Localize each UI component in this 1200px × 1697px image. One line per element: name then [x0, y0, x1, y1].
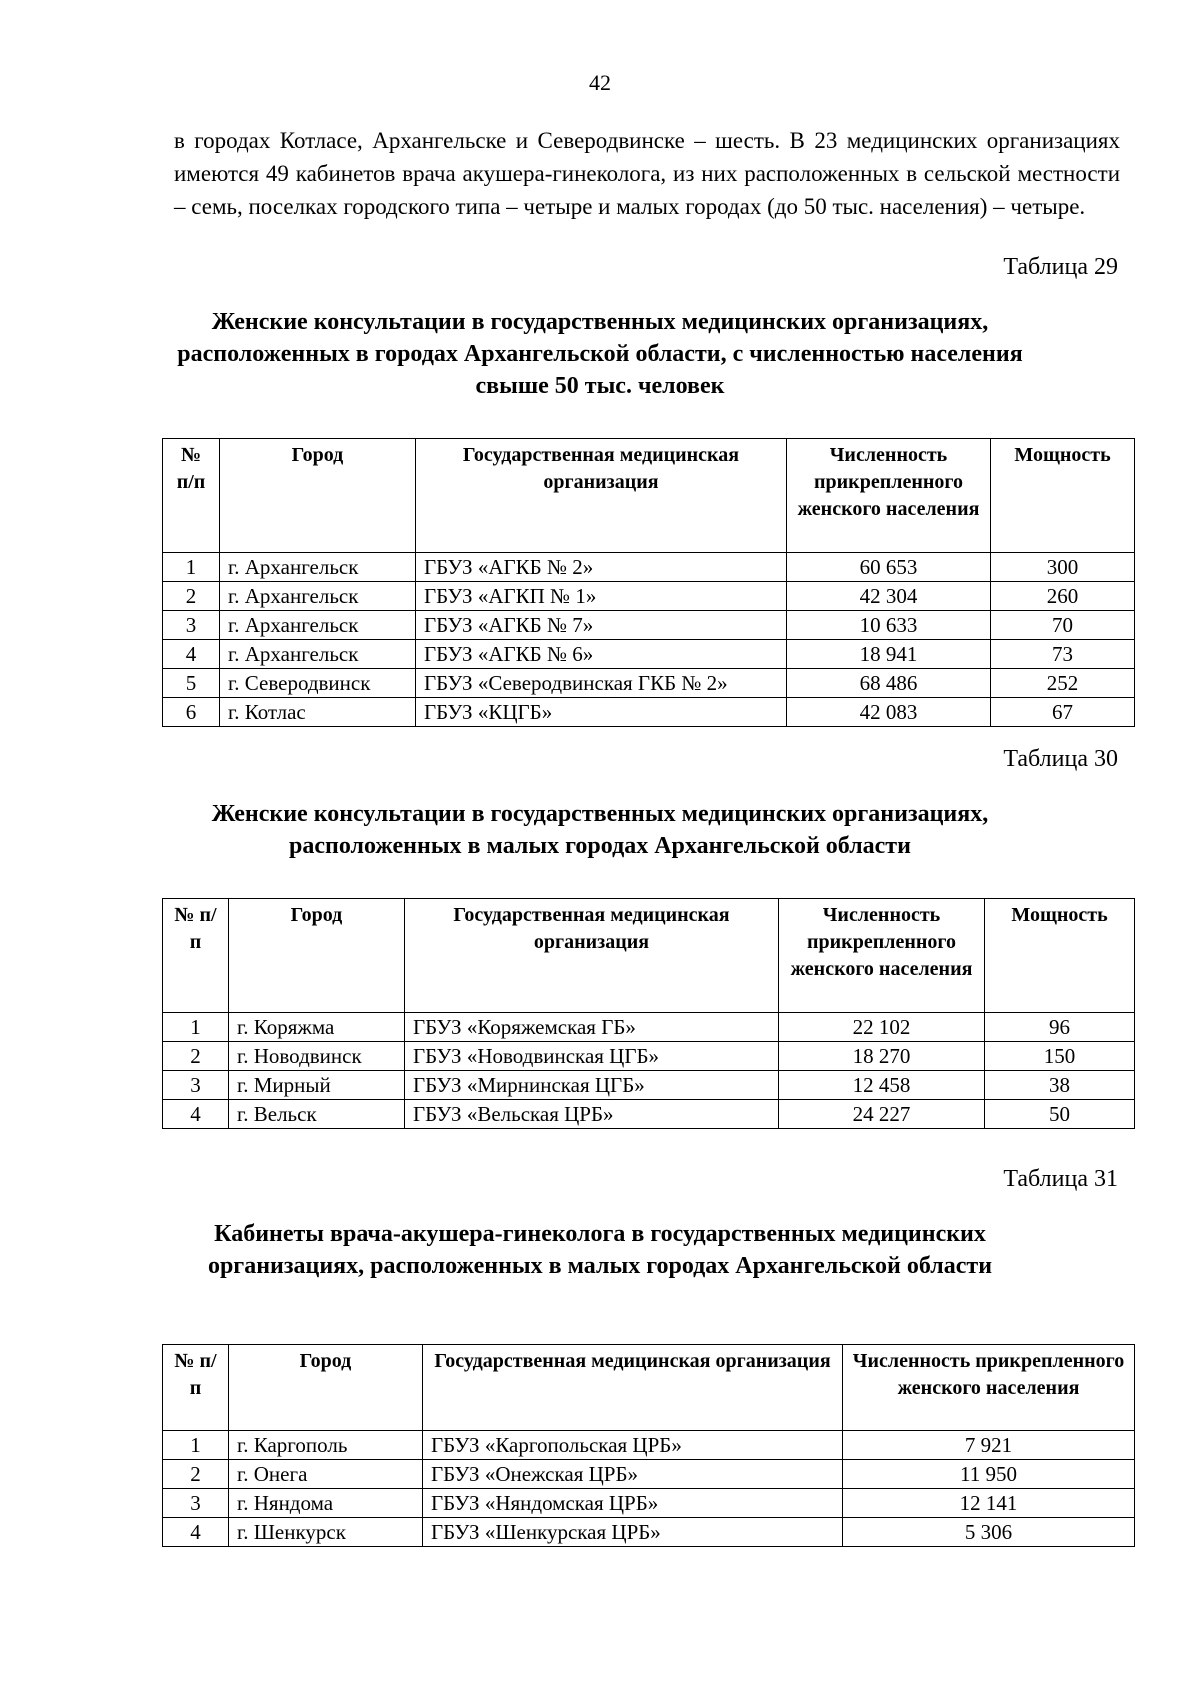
- table-row: [163, 1489, 1135, 1518]
- cell-capacity: 252: [991, 669, 1135, 698]
- cell-organization: ГБУЗ «АГКБ № 7»: [416, 611, 787, 640]
- table-29-label: Таблица 29: [1003, 254, 1118, 280]
- cell-capacity: 73: [991, 640, 1135, 669]
- cell-organization: ГБУЗ «Каргопольская ЦРБ»: [423, 1431, 843, 1460]
- intro-paragraph: в городах Котласе, Архангельске и Северодвинске – шесть. В 23 медицинских организациях имеются 49 кабинетов врача акушера-гинеколога, из них расположенных в сельской местности – семь, поселках городского типа – четыре и малых городах (до 50 тыс. населения) – четыре.: [174, 128, 1120, 219]
- cell-city: г. Каргополь: [229, 1431, 423, 1460]
- cell-population: 12 458: [779, 1071, 985, 1100]
- cell-capacity: 260: [991, 582, 1135, 611]
- cell-capacity: 67: [991, 698, 1135, 727]
- cell-number: 6: [163, 698, 220, 727]
- cell-organization: ГБУЗ «Няндомская ЦРБ»: [423, 1489, 843, 1518]
- table-31: [162, 1344, 1135, 1547]
- table-row: [163, 669, 1135, 698]
- table-row: [163, 1042, 1135, 1071]
- header-number: № п/п: [163, 439, 220, 553]
- header-city: Город: [229, 899, 405, 1013]
- cell-number: 2: [163, 1042, 229, 1071]
- header-population: Численность прикрепленного женского населения: [843, 1345, 1135, 1431]
- cell-number: 2: [163, 1460, 229, 1489]
- table-29-title: Женские консультации в государственных медицинских организациях, расположенных в городах Архангельской области, с численностью населения свыше 50 тыс. человек: [177, 309, 1023, 399]
- header-capacity: Мощность: [991, 439, 1135, 553]
- cell-city: г. Вельск: [229, 1100, 405, 1129]
- cell-city: г. Няндома: [229, 1489, 423, 1518]
- cell-population: 18 270: [779, 1042, 985, 1071]
- cell-number: 1: [163, 553, 220, 582]
- cell-organization: ГБУЗ «АГКП № 1»: [416, 582, 787, 611]
- table-row: [163, 1431, 1135, 1460]
- cell-organization: ГБУЗ «Новодвинская ЦГБ»: [405, 1042, 779, 1071]
- cell-organization: ГБУЗ «Шенкурская ЦРБ»: [423, 1518, 843, 1547]
- cell-number: 1: [163, 1431, 229, 1460]
- cell-population: 24 227: [779, 1100, 985, 1129]
- cell-city: г. Коряжма: [229, 1013, 405, 1042]
- cell-city: г. Новодвинск: [229, 1042, 405, 1071]
- cell-city: г. Архангельск: [220, 611, 416, 640]
- header-population: Численность прикрепленного женского населения: [787, 439, 991, 553]
- table-row: [163, 698, 1135, 727]
- table-29: [162, 438, 1135, 727]
- cell-capacity: 150: [985, 1042, 1135, 1071]
- table-row: [163, 640, 1135, 669]
- table-row: [163, 1071, 1135, 1100]
- cell-population: 42 083: [787, 698, 991, 727]
- cell-capacity: 38: [985, 1071, 1135, 1100]
- table-row: [163, 611, 1135, 640]
- table-31-title: Кабинеты врача-акушера-гинеколога в государственных медицинских организациях, расположенных в малых городах Архангельской области: [207, 1221, 993, 1279]
- cell-number: 4: [163, 1518, 229, 1547]
- table-row: [163, 582, 1135, 611]
- header-number: № п/п: [163, 899, 229, 1013]
- table-30: [162, 898, 1135, 1129]
- table-31-label: Таблица 31: [1003, 1166, 1118, 1192]
- cell-number: 3: [163, 1071, 229, 1100]
- cell-number: 5: [163, 669, 220, 698]
- cell-population: 5 306: [843, 1518, 1135, 1547]
- cell-number: 4: [163, 1100, 229, 1129]
- cell-population: 42 304: [787, 582, 991, 611]
- cell-capacity: 96: [985, 1013, 1135, 1042]
- cell-city: г. Мирный: [229, 1071, 405, 1100]
- header-organization: Государственная медицинская организация: [405, 899, 779, 1013]
- cell-organization: ГБУЗ «Онежская ЦРБ»: [423, 1460, 843, 1489]
- header-city: Город: [220, 439, 416, 553]
- cell-city: г. Архангельск: [220, 582, 416, 611]
- cell-number: 2: [163, 582, 220, 611]
- table-row: [163, 1013, 1135, 1042]
- header-organization: Государственная медицинская организация: [423, 1345, 843, 1431]
- header-organization: Государственная медицинская организация: [416, 439, 787, 553]
- cell-city: г. Шенкурск: [229, 1518, 423, 1547]
- cell-population: 18 941: [787, 640, 991, 669]
- cell-organization: ГБУЗ «Коряжемская ГБ»: [405, 1013, 779, 1042]
- table-row: [163, 1100, 1135, 1129]
- table-row: [163, 553, 1135, 582]
- cell-number: 3: [163, 611, 220, 640]
- cell-organization: ГБУЗ «АГКБ № 6»: [416, 640, 787, 669]
- page-number: 42: [589, 70, 611, 95]
- cell-population: 7 921: [843, 1431, 1135, 1460]
- cell-population: 12 141: [843, 1489, 1135, 1518]
- cell-organization: ГБУЗ «АГКБ № 2»: [416, 553, 787, 582]
- cell-organization: ГБУЗ «Мирнинская ЦГБ»: [405, 1071, 779, 1100]
- header-capacity: Мощность: [985, 899, 1135, 1013]
- cell-number: 1: [163, 1013, 229, 1042]
- cell-city: г. Онега: [229, 1460, 423, 1489]
- cell-city: г. Архангельск: [220, 640, 416, 669]
- cell-capacity: 300: [991, 553, 1135, 582]
- cell-city: г. Котлас: [220, 698, 416, 727]
- cell-number: 3: [163, 1489, 229, 1518]
- header-city: Город: [229, 1345, 423, 1431]
- table-row: [163, 1460, 1135, 1489]
- cell-population: 10 633: [787, 611, 991, 640]
- table-row: [163, 1518, 1135, 1547]
- cell-number: 4: [163, 640, 220, 669]
- cell-population: 22 102: [779, 1013, 985, 1042]
- header-number: № п/п: [163, 1345, 229, 1431]
- table-30-label: Таблица 30: [1003, 746, 1118, 772]
- cell-capacity: 70: [991, 611, 1135, 640]
- cell-city: г. Архангельск: [220, 553, 416, 582]
- header-population: Численность прикрепленного женского населения: [779, 899, 985, 1013]
- table-30-title: Женские консультации в государственных медицинских организациях, расположенных в малых городах Архангельской области: [211, 801, 989, 859]
- cell-organization: ГБУЗ «Северодвинская ГКБ № 2»: [416, 669, 787, 698]
- cell-population: 60 653: [787, 553, 991, 582]
- cell-population: 11 950: [843, 1460, 1135, 1489]
- cell-organization: ГБУЗ «КЦГБ»: [416, 698, 787, 727]
- cell-city: г. Северодвинск: [220, 669, 416, 698]
- cell-organization: ГБУЗ «Вельская ЦРБ»: [405, 1100, 779, 1129]
- cell-population: 68 486: [787, 669, 991, 698]
- cell-capacity: 50: [985, 1100, 1135, 1129]
